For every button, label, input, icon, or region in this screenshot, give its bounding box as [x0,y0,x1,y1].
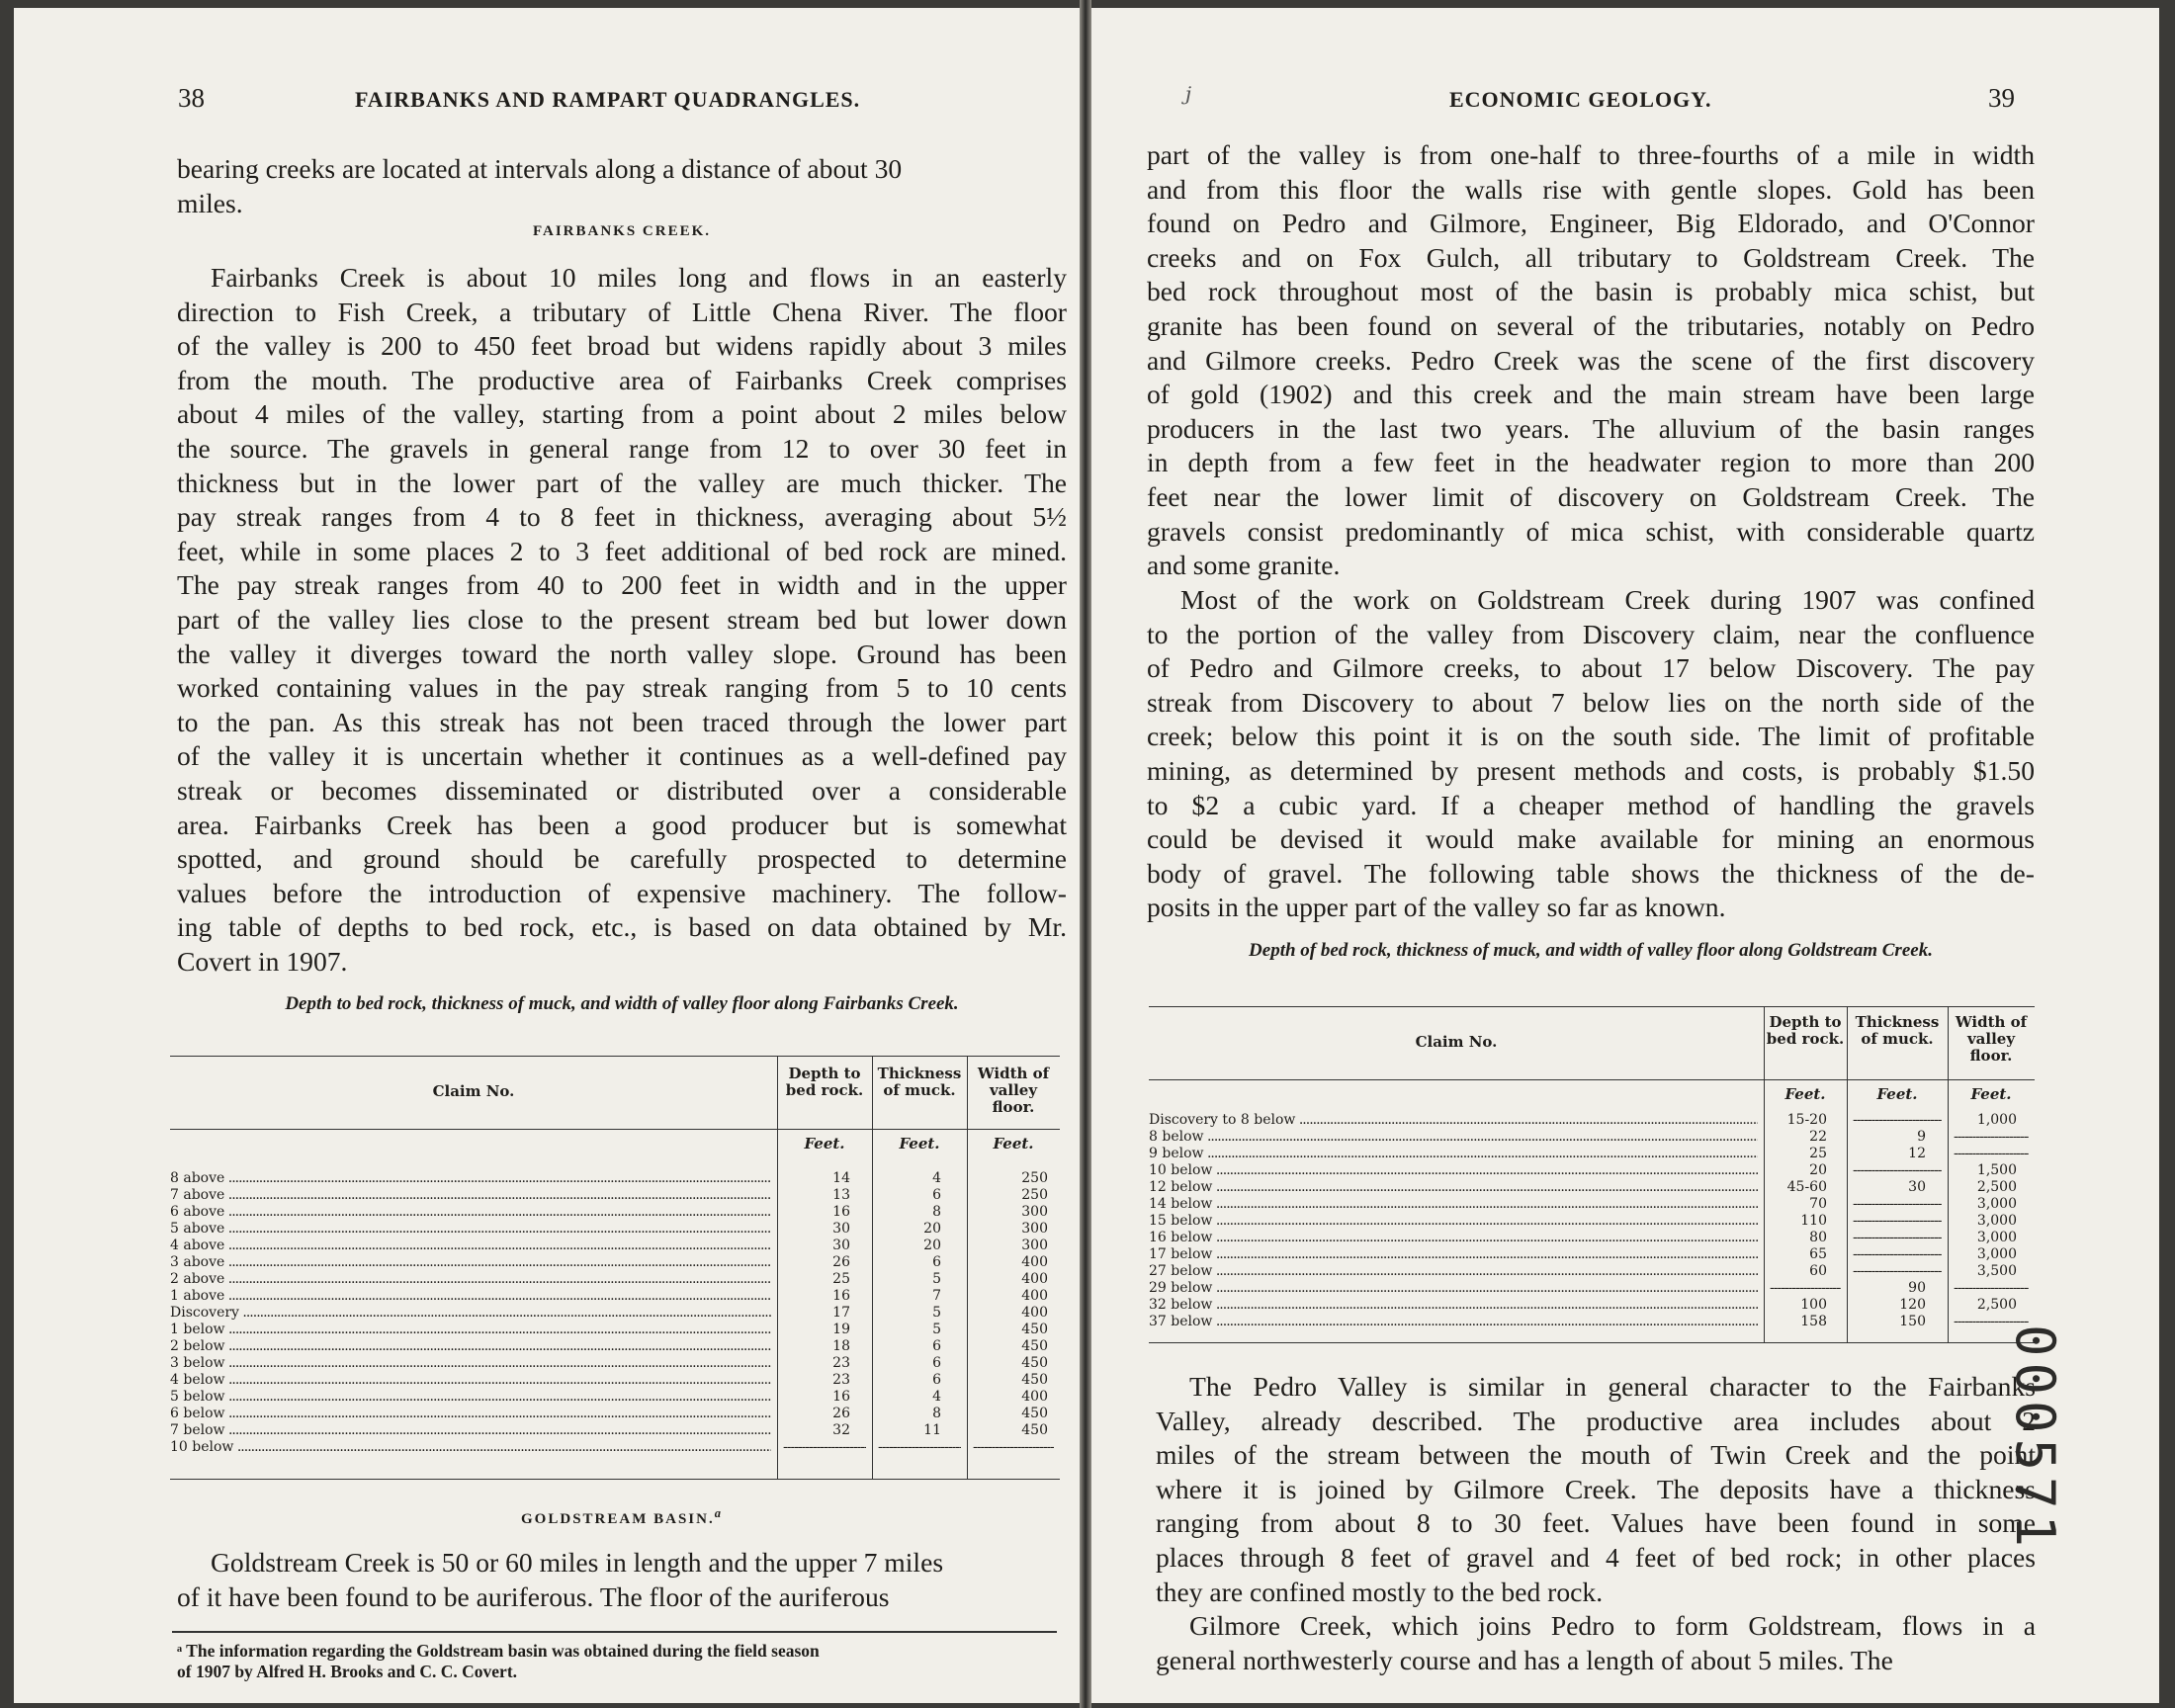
table-cell: 5 [932,1305,941,1321]
table-cell: 6 [932,1355,941,1371]
text-line: Valley, already described. The productive area includes about 2 [1156,1405,2036,1436]
section-heading-fairbanks: FAIRBANKS CREEK. [532,223,712,239]
table-row [170,1406,1060,1422]
text-line: streak from Discovery to about 7 below lies on the north side of the [1147,686,2035,718]
text-line: pay streak ranges from 4 to 8 feet in thickness, averaging about 5½ [177,501,1067,533]
table-header-rule [1149,1079,2035,1080]
table-header-cell: Thickness of muck. [1855,1013,1940,1048]
text-line: ing table of depths to bed rock, etc., is based on data obtained by Mr. [177,911,1067,943]
table-row [170,1389,1060,1406]
text-line: bed rock throughout most of the basin is probably mica schist, but [1147,276,2035,307]
text-line: places through 8 feet of gravel and 4 feet of bed rock; in other places [1156,1541,2036,1573]
table-cell: 80 [1809,1230,1827,1245]
text-line: creek; below this point it is on the south side. The limit of profitable [1147,721,2035,752]
goldstream-paragraph-2 [1147,583,2035,925]
text-line: direction to Fish Creek, a tributary of Little Chena River. The floor [177,296,1067,327]
claim-name: Discovery ..... [170,1305,771,1322]
table-cell: 450 [1021,1372,1048,1388]
table-cell: 400 [1021,1254,1048,1270]
text-line: mining, as determined by present methods and costs, is probably $1.50 [1147,754,2035,786]
table-cell: 30 [832,1221,850,1237]
table-cell: 2,500 [1976,1297,2017,1313]
table-row [1149,1297,2035,1314]
table-cell: 5 [932,1322,941,1337]
text-line: ranging from about 8 to 30 feet. Values have been found in some [1156,1507,2036,1539]
table-cell: 16 [832,1288,850,1304]
left-page [14,8,1080,1703]
table-row [1149,1179,2035,1196]
table-cell: 19 [832,1322,850,1337]
claim-name: 10 below ..... [170,1439,771,1456]
table-cell: 400 [1021,1288,1048,1304]
section-heading-text: GOLDSTREAM BASIN. [521,1511,715,1527]
table-row [1149,1314,2035,1330]
archive-stamp: 000571 [2004,1324,2066,1554]
claim-name: 8 above ..... [170,1170,771,1187]
table-row [170,1288,1060,1305]
table-units-cell: Feet. [1784,1085,1826,1103]
table-cell: 14 [832,1170,850,1186]
table-row [170,1238,1060,1254]
table-row [170,1338,1060,1355]
table-cell: 5 [932,1271,941,1287]
table-cell: 20 [1809,1162,1827,1178]
table-cell: 2,500 [1976,1179,2017,1195]
text-line: to the pan. As this streak has not been traced through the lower part [177,706,1067,737]
table-cell: 16 [832,1204,850,1220]
table-row [170,1422,1060,1439]
text-line: general northwesterly course and has a length of about 5 miles. The [1156,1644,1893,1675]
table-bottom-rule [1149,1342,2035,1343]
table-units-cell: Feet. [1970,1085,2012,1103]
table-cell: 250 [1021,1170,1048,1186]
claim-name: 17 below ..... [1149,1246,1758,1263]
text-line: and Gilmore creeks. Pedro Creek was the scene of the first discovery [1147,344,2035,376]
text-line: from the mouth. The productive area of Fairbanks Creek comprises [177,364,1067,395]
table-cell: 250 [1021,1187,1048,1203]
table-cell: 450 [1021,1422,1048,1438]
claim-name: 8 below ..... [1149,1129,1758,1146]
table-row [170,1322,1060,1338]
claim-name: 4 above ..... [170,1238,771,1254]
table-header-cell: Depth to bed rock. [1766,1013,1845,1048]
table-row [170,1221,1060,1238]
table-header-claim: Claim No. [1415,1033,1498,1051]
text-line: found on Pedro and Gilmore, Engineer, Big Eldorado, and O'Connor [1147,208,2035,239]
text-line: miles of the stream between the mouth of Twin Creek and the point [1156,1439,2036,1471]
table-row [1149,1246,2035,1263]
table-cell: 6 [932,1187,941,1203]
claim-name: 4 below ..... [170,1372,771,1389]
table-header-cell: Depth to bed rock. [785,1065,864,1099]
text-line: body of gravel. The following table shows the thickness of the de- [1147,857,2035,889]
table-cell: 65 [1809,1246,1827,1262]
text-line: spotted, and ground should be carefully prospected to determine [177,843,1067,875]
text-line: granite has been found on several of the tributaries, notably on Pedro [1147,309,2035,341]
table-header-cell: Width of valley floor. [977,1065,1050,1116]
footnote-rule [172,1631,1057,1633]
table-row [1149,1162,2035,1179]
table-header-rule [170,1129,1060,1130]
table-cell: 25 [1809,1146,1827,1161]
table-cell: 13 [832,1187,850,1203]
table-cell: 16 [832,1389,850,1405]
empty-cell [783,1439,866,1456]
empty-cell [1954,1129,2029,1146]
claim-name: 7 above ..... [170,1187,771,1204]
table-cell: 3,000 [1976,1230,2017,1245]
table-header-cell: Thickness of muck. [877,1065,962,1099]
table-row [170,1271,1060,1288]
table-row [1149,1146,2035,1162]
table-cell: 450 [1021,1355,1048,1371]
table-cell: 7 [932,1288,941,1304]
table-cell: 20 [923,1238,941,1253]
text-line: feet near the lower limit of discovery on Goldstream Creek. The [1147,480,2035,512]
table-cell: 22 [1809,1129,1827,1145]
fairbanks-table-caption: Depth to bed rock, thickness of muck, and width of valley floor along Fairbanks Creek. [285,993,959,1014]
table-cell: 17 [832,1305,850,1321]
text-line: bearing creeks are located at intervals along a distance of about 30 [177,153,903,184]
table-cell: 100 [1800,1297,1827,1313]
table-cell: 30 [832,1238,850,1253]
table-row [1149,1196,2035,1213]
text-line: worked containing values in the pay streak ranging from 5 to 10 cents [177,672,1067,704]
table-cell: 23 [832,1372,850,1388]
text-line: Gilmore Creek, which joins Pedro to form Goldstream, flows in a [1189,1610,2036,1641]
table-row [170,1170,1060,1187]
empty-cell [1954,1146,2029,1162]
table-row [1149,1230,2035,1246]
table-cell: 1,500 [1976,1162,2017,1178]
claim-name: 2 above ..... [170,1271,771,1288]
table-cell: 120 [1899,1297,1926,1313]
table-row [1149,1280,2035,1297]
table-cell: 3,000 [1976,1246,2017,1262]
empty-cell [1954,1280,2029,1297]
text-line: the source. The gravels in general range from 12 to over 30 feet in [177,432,1067,464]
claim-name: 29 below ..... [1149,1280,1758,1297]
table-cell: 18 [832,1338,850,1354]
claim-name: 1 above ..... [170,1288,771,1305]
table-row [170,1355,1060,1372]
table-cell: 25 [832,1271,850,1287]
claim-name: 1 below ..... [170,1322,771,1338]
goldstream-table-caption: Depth of bed rock, thickness of muck, and width of valley floor along Goldstream Creek. [1249,940,1933,961]
table-row [170,1254,1060,1271]
table-units-cell: Feet. [1876,1085,1918,1103]
table-top-rule [170,1056,1060,1057]
table-cell: 450 [1021,1338,1048,1354]
table-cell: 300 [1021,1221,1048,1237]
claim-name: 5 above ..... [170,1221,771,1238]
table-cell: 9 [1917,1129,1926,1145]
table-cell: 60 [1809,1263,1827,1279]
text-line: about 4 miles of the valley, starting from a point about 2 miles below [177,398,1067,430]
goldstream-paragraph [177,1546,1067,1614]
left-page-number: 38 [178,83,205,113]
table-units-cell: Feet. [899,1135,940,1153]
text-line: to the portion of the valley from Discovery claim, near the confluence [1147,618,2035,649]
text-line: of gold (1902) and this creek and the main stream have been large [1147,379,2035,410]
empty-cell [1770,1280,1841,1297]
text-line: and some granite. [1147,550,1341,581]
table-row [170,1187,1060,1204]
table-cell: 8 [932,1204,941,1220]
table-row [170,1439,1060,1456]
table-cell: 20 [923,1221,941,1237]
table-cell: 300 [1021,1238,1048,1253]
table-cell: 4 [932,1170,941,1186]
table-cell: 12 [1908,1146,1926,1161]
claim-name: 2 below ..... [170,1338,771,1355]
table-cell: 158 [1800,1314,1827,1329]
empty-cell [1853,1196,1942,1213]
text-line: creeks and on Fox Gulch, all tributary to Goldstream Creek. The [1147,241,2035,273]
table-cell: 23 [832,1355,850,1371]
text-line: part of the valley lies close to the present stream bed but lower down [177,603,1067,635]
table-cell: 90 [1908,1280,1926,1296]
empty-cell [973,1439,1054,1456]
book-gutter [1080,0,1091,1708]
table-top-rule [1149,1006,2035,1007]
table-cell: 300 [1021,1204,1048,1220]
text-line: streak or becomes disseminated or distributed over a considerable [177,774,1067,806]
table-cell: 3,000 [1976,1213,2017,1229]
claim-name: 15 below ..... [1149,1213,1758,1230]
section-heading-goldstream [177,1506,1067,1528]
table-cell: 3,000 [1976,1196,2017,1212]
right-page-number: 39 [1988,83,2015,113]
table-cell: 30 [1908,1179,1926,1195]
claim-name: 5 below ..... [170,1389,771,1406]
table-row [170,1204,1060,1221]
text-line: thickness but in the lower part of the valley are much thicker. The [177,467,1067,498]
empty-cell [1853,1246,1942,1263]
claim-name: 6 below ..... [170,1406,771,1422]
claim-name: 9 below ..... [1149,1146,1758,1162]
text-line: Covert in 1907. [177,945,348,977]
table-cell: 400 [1021,1305,1048,1321]
table-row [1149,1112,2035,1129]
goldstream-table [1149,1006,2035,1352]
text-line: The pay streak ranges from 40 to 200 feet in width and in the upper [177,569,1067,601]
text-line: could be devised it would make available for mining an enormous [1147,823,2035,855]
table-cell: 1,000 [1976,1112,2017,1128]
table-bottom-rule [170,1479,1060,1480]
table-cell: 70 [1809,1196,1827,1212]
table-header-cell: Width of valley floor. [1955,1013,2028,1065]
text-line: Goldstream Creek is 50 or 60 miles in length and the upper 7 miles [211,1547,944,1578]
empty-cell [1853,1230,1942,1246]
pedro-paragraph [1156,1370,2036,1609]
claim-name: 3 below ..... [170,1355,771,1372]
table-cell: 6 [932,1372,941,1388]
text-line: of it have been found to be auriferous. The floor of the auriferous [177,1580,890,1612]
empty-cell [878,1439,961,1456]
table-cell: 26 [832,1406,850,1421]
text-line: of the valley it is uncertain whether it continues as a well-defined pay [177,740,1067,772]
table-units-cell: Feet. [804,1135,845,1153]
right-running-head: ECONOMIC GEOLOGY. [1449,87,1712,112]
text-line: the valley it diverges toward the north valley slope. Ground has been [177,638,1067,669]
empty-cell [1853,1112,1942,1129]
footnote-mark: a [714,1506,723,1520]
left-intro-text [177,152,1067,220]
claim-name: 27 below ..... [1149,1263,1758,1280]
pencil-mark: ⱼ [1182,69,1191,109]
text-line: producers in the last two years. The alluvium of the basin ranges [1147,412,2035,444]
claim-name: Discovery to 8 below ..... [1149,1112,1758,1129]
empty-cell [1853,1213,1942,1230]
table-cell: 6 [932,1254,941,1270]
table-cell: 4 [932,1389,941,1405]
text-line: and from this floor the walls rise with gentle slopes. Gold has been [1147,173,2035,205]
claim-name: 10 below ..... [1149,1162,1758,1179]
fairbanks-table [170,1056,1060,1491]
footnote-line: ᵃ The information regarding the Goldstream basin was obtained during the field season [177,1641,820,1661]
text-line: of Pedro and Gilmore creeks, to about 17 below Discovery. The pay [1147,652,2035,684]
table-row [1149,1263,2035,1280]
text-line: part of the valley is from one-half to three-fourths of a mile in width [1147,139,2035,170]
claim-name: 32 below ..... [1149,1297,1758,1314]
text-line: of the valley is 200 to 450 feet broad but widens rapidly about 3 miles [177,330,1067,362]
text-line: to $2 a cubic yard. If a cheaper method of handling the gravels [1147,789,2035,820]
claim-name: 7 below ..... [170,1422,771,1439]
empty-cell [1853,1263,1942,1280]
table-cell: 32 [832,1422,850,1438]
table-cell: 3,500 [1976,1263,2017,1279]
table-cell: 450 [1021,1406,1048,1421]
claim-name: 12 below ..... [1149,1179,1758,1196]
text-line: feet, while in some places 2 to 3 feet additional of bed rock are mined. [177,535,1067,566]
empty-cell [1853,1162,1942,1179]
text-line: miles. [177,187,243,218]
table-row [170,1305,1060,1322]
goldstream-paragraph-1 [1147,138,2035,583]
right-page [1091,8,2159,1703]
text-line: posits in the upper part of the valley so far as known. [1147,892,1726,923]
table-cell: 400 [1021,1271,1048,1287]
table-cell: 450 [1021,1322,1048,1337]
table-cell: 8 [932,1406,941,1421]
text-line: gravels consist predominantly of mica schist, with considerable quartz [1147,515,2035,547]
table-row [170,1372,1060,1389]
text-line: where it is joined by Gilmore Creek. The deposits have a thickness [1156,1473,2036,1504]
gilmore-paragraph [1156,1609,2036,1677]
table-row [1149,1213,2035,1230]
table-cell: 45-60 [1786,1179,1827,1195]
table-cell: 110 [1800,1213,1827,1229]
text-line: in depth from a few feet in the headwater region to more than 200 [1147,447,2035,478]
claim-name: 6 above ..... [170,1204,771,1221]
claim-name: 16 below ..... [1149,1230,1758,1246]
claim-name: 14 below ..... [1149,1196,1758,1213]
table-cell: 26 [832,1254,850,1270]
claim-name: 37 below ..... [1149,1314,1758,1330]
left-running-head: FAIRBANKS AND RAMPART QUADRANGLES. [355,87,861,112]
table-cell: 6 [932,1338,941,1354]
text-line: values before the introduction of expensive machinery. The follow- [177,877,1067,908]
text-line: area. Fairbanks Creek has been a good producer but is somewhat [177,809,1067,840]
footnote-line: of 1907 by Alfred H. Brooks and C. C. Covert. [177,1662,518,1681]
table-row [1149,1129,2035,1146]
text-line: Most of the work on Goldstream Creek during 1907 was confined [1180,584,2035,615]
text-line: Fairbanks Creek is about 10 miles long and flows in an easterly [211,262,1067,293]
table-units-cell: Feet. [993,1135,1034,1153]
table-cell: 15-20 [1786,1112,1827,1128]
text-line: The Pedro Valley is similar in general character to the Fairbanks [1189,1371,2036,1402]
text-line: they are confined mostly to the bed rock. [1156,1576,1604,1607]
fairbanks-paragraph [177,261,1067,979]
claim-name: 3 above ..... [170,1254,771,1271]
table-cell: 400 [1021,1389,1048,1405]
footnote [177,1641,1067,1682]
table-cell: 150 [1899,1314,1926,1329]
table-header-claim: Claim No. [432,1082,515,1100]
table-cell: 11 [923,1422,941,1438]
